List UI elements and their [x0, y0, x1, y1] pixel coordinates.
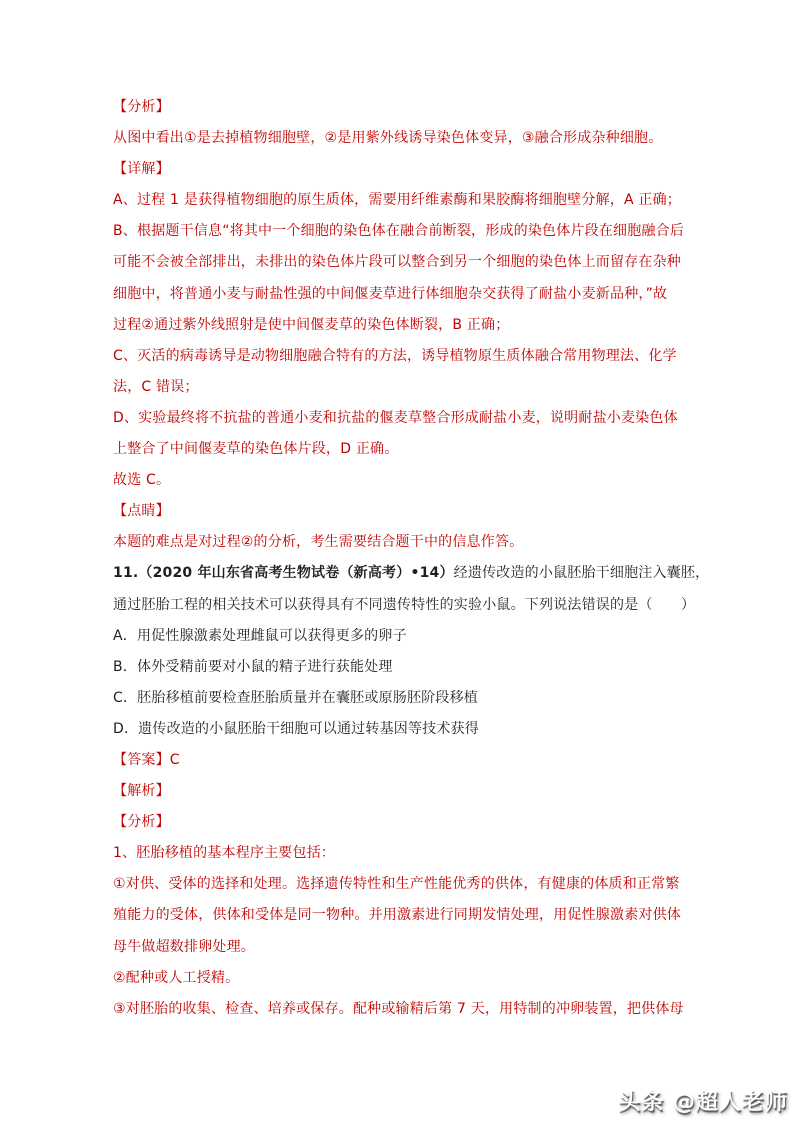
text-run: 【解析】	[113, 783, 170, 800]
text-line	[113, 652, 681, 683]
text-run: ②配种或人工授精。	[113, 969, 240, 986]
text-run: 【分析】	[113, 99, 170, 115]
text-line	[113, 776, 681, 807]
text-line	[113, 279, 681, 310]
text-line	[113, 932, 681, 963]
text-line	[113, 900, 681, 931]
text-line	[113, 963, 681, 994]
text-run: 母牛做超数排卵处理。	[113, 938, 255, 955]
text-run: 11.（2020 年山东省高考生物试卷（新高考）•14）	[113, 565, 454, 582]
text-run: 上整合了中间偃麦草的染色体片段，D 正确。	[113, 441, 399, 458]
text-line	[113, 92, 681, 123]
text-run: 【答案】C	[113, 751, 180, 768]
text-run: A．用促性腺激素处理雌鼠可以获得更多的卵子	[113, 627, 407, 644]
text-line	[113, 683, 681, 714]
text-line	[113, 310, 681, 341]
text-run: D．遗传改造的小鼠胚胎干细胞可以通过转基因等技术获得	[113, 720, 479, 737]
text-line	[113, 154, 681, 185]
text-run: 本题的难点是对过程②的分析，考生需要结合题干中的信息作答。	[113, 534, 524, 551]
text-line	[113, 869, 681, 900]
text-run: 【分析】	[113, 814, 170, 831]
text-line	[113, 403, 681, 434]
text-line	[113, 185, 681, 216]
text-line	[113, 994, 684, 1025]
text-run: B．体外受精前要对小鼠的精子进行获能处理	[113, 658, 393, 675]
text-run: 可能不会被全部排出，未排出的染色体片段可以整合到另一个细胞的染色体上而留存在杂种	[113, 254, 681, 271]
text-line	[113, 527, 681, 558]
text-run: 经遗传改造的小鼠胚胎干细胞注入囊胚，	[453, 565, 710, 582]
text-run: B、根据题干信息“将其中一个细胞的染色体在融合前断裂，形成的染色体片段在细胞融合后	[113, 223, 685, 240]
text-run: 细胞中，将普通小麦与耐盐性强的中间偃麦草进行体细胞杂交获得了耐盐小麦新品种，”故	[113, 285, 668, 302]
text-line	[113, 558, 710, 589]
text-run: ①对供、受体的选择和处理。选择遗传特性和生产性能优秀的供体，有健康的体质和正常繁	[113, 876, 680, 893]
text-line	[113, 745, 681, 776]
text-run: 通过胚胎工程的相关技术可以获得具有不同遗传特性的实验小鼠。下列说法错误的是（ ）	[113, 596, 696, 613]
text-run: D、实验最终将不抗盐的普通小麦和抗盐的偃麦草整合形成耐盐小麦，说明耐盐小麦染色体	[113, 409, 678, 426]
text-line	[113, 372, 681, 403]
text-run: 殖能力的受体，供体和受体是同一物种。并用激素进行同期发情处理，用促性腺激素对供体	[113, 907, 681, 924]
text-line	[113, 496, 681, 527]
text-run: 法，C 错误；	[113, 378, 199, 395]
text-line	[113, 434, 681, 465]
text-line	[113, 465, 681, 496]
text-run: 过程②通过紫外线照射是使中间偃麦草的染色体断裂，B 正确；	[113, 316, 510, 333]
text-run: 1、胚胎移植的基本程序主要包括：	[113, 845, 336, 862]
text-line	[113, 590, 696, 621]
text-line	[113, 807, 681, 838]
text-run: 【点睛】	[113, 503, 170, 520]
text-line	[113, 123, 681, 154]
watermark: 头条 @超人老师	[618, 1090, 788, 1115]
text-line	[113, 216, 685, 247]
text-run: 故选 C。	[113, 472, 171, 489]
text-run: 【详解】	[113, 161, 170, 178]
text-line	[113, 341, 681, 372]
text-line	[113, 621, 681, 652]
text-line	[113, 714, 681, 745]
text-run: C．胚胎移植前要检查胚胎质量并在囊胚或原肠胚阶段移植	[113, 689, 478, 706]
document-lines	[113, 92, 710, 1025]
text-run: ③对胚胎的收集、检查、培养或保存。配种或输精后第 7 天，用特制的冲卵装置，把供体母	[113, 1000, 684, 1017]
text-line	[113, 247, 681, 278]
text-run: 从图中看出①是去掉植物细胞壁，②是用紫外线诱导染色体变异，③融合形成杂种细胞。	[113, 130, 663, 147]
text-line	[113, 838, 681, 869]
text-run: A、过程 1 是获得植物细胞的原生质体，需要用纤维素酶和果胶酶将细胞壁分解，A 正确；	[113, 192, 682, 209]
text-run: C、灭活的病毒诱导是动物细胞融合特有的方法，诱导植物原生质体融合常用物理法、化学	[113, 347, 677, 364]
